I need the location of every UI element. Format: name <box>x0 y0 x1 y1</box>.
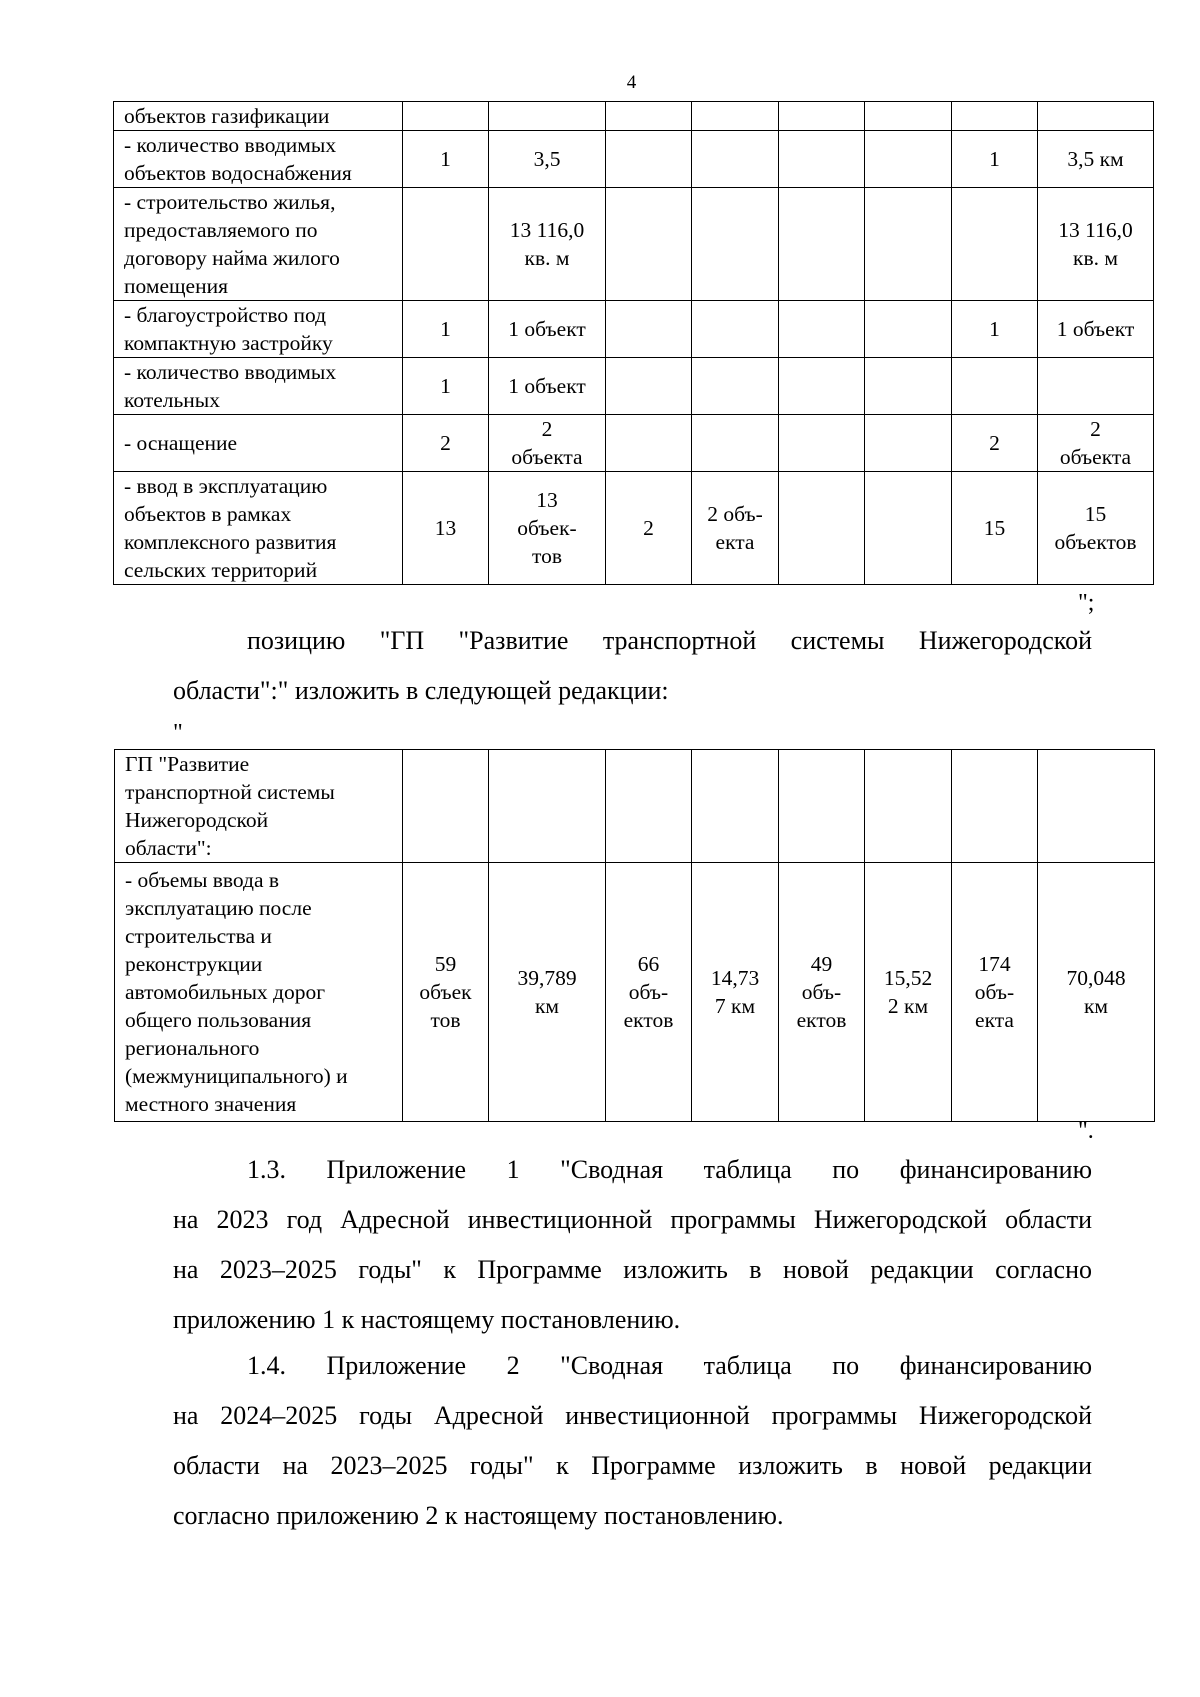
table-cell: 70,048 км <box>1038 863 1155 1122</box>
row-label <box>114 188 403 301</box>
row-label-line: предоставляемого по <box>124 218 318 242</box>
row-label-line: Нижегородской <box>125 808 269 832</box>
table-cell: 2 объекта <box>489 415 606 472</box>
row-label-line: регионального <box>125 1036 260 1060</box>
row-label-line: - оснащение <box>124 431 238 455</box>
closing-quote-mark: "; <box>1078 590 1095 616</box>
table-cell <box>1038 358 1154 415</box>
paragraph-line: позицию "ГП "Развитие транспортной системы Нижегородской <box>247 626 1092 655</box>
table-cell: 59 объек тов <box>403 863 489 1122</box>
table-row <box>114 131 1154 188</box>
table-cell: 1 объект <box>489 358 606 415</box>
table-cell: 2 <box>403 415 489 472</box>
table-cell <box>865 472 952 585</box>
table-cell: 13 объек- тов <box>489 472 606 585</box>
table-cell <box>865 750 952 863</box>
paragraph-1-3 <box>173 1145 1092 1345</box>
row-label-line: договору найма жилого <box>124 246 340 270</box>
row-label-line: местного значения <box>125 1092 297 1116</box>
table-2 <box>114 749 1155 1122</box>
row-label-line: (межмуниципального) и <box>125 1064 348 1088</box>
row-label <box>114 472 403 585</box>
table-cell: 1 <box>403 358 489 415</box>
table-cell: 13 116,0 кв. м <box>1038 188 1154 301</box>
row-label-line: общего пользования <box>125 1008 312 1032</box>
paragraph-line: 1.4. Приложение 2 "Сводная таблица по финансированию <box>247 1351 1092 1380</box>
table-cell: 3,5 <box>489 131 606 188</box>
table-cell <box>779 750 865 863</box>
row-label-line: автомобильных дорог <box>125 980 326 1004</box>
table-cell: 1 <box>403 131 489 188</box>
table-cell <box>606 188 692 301</box>
table-cell <box>865 301 952 358</box>
row-label-line: области": <box>125 836 212 860</box>
table-cell <box>692 131 779 188</box>
row-label-line: эксплуатацию после <box>125 896 312 920</box>
table-cell <box>952 188 1038 301</box>
row-label-line: - количество вводимых <box>124 133 337 157</box>
table-cell <box>952 358 1038 415</box>
row-label-line: объектов водоснабжения <box>124 161 352 185</box>
row-label-line: строительства и <box>125 924 272 948</box>
table-cell <box>489 102 606 131</box>
table-row <box>115 863 1155 1122</box>
page-number: 4 <box>626 72 637 93</box>
row-label-line: сельских территорий <box>124 558 318 582</box>
table-cell <box>779 358 865 415</box>
row-label-line: ГП "Развитие <box>125 752 250 776</box>
row-label-line: - количество вводимых <box>124 360 337 384</box>
table-row <box>115 750 1155 863</box>
paragraph-line: на 2023 год Адресной инвестиционной программы Нижегородской области <box>173 1205 1092 1234</box>
table-cell: 13 116,0 кв. м <box>489 188 606 301</box>
paragraph-line: 1.3. Приложение 1 "Сводная таблица по финансированию <box>247 1155 1092 1184</box>
table-cell: 13 <box>403 472 489 585</box>
table-cell: 15,52 2 км <box>865 863 952 1122</box>
table-cell <box>403 102 489 131</box>
table-cell <box>865 188 952 301</box>
table-row <box>114 301 1154 358</box>
table-cell: 14,73 7 км <box>692 863 779 1122</box>
row-label-line: - благоустройство под <box>124 303 327 327</box>
table-cell: 1 <box>952 131 1038 188</box>
paragraph-line: согласно приложению 2 к настоящему постановлению. <box>173 1501 784 1530</box>
closing-quote-mark: ". <box>1078 1118 1094 1144</box>
table-row <box>114 102 1154 131</box>
table-cell <box>865 358 952 415</box>
table-cell: 1 объект <box>1038 301 1154 358</box>
opening-quote-mark: " <box>173 720 183 746</box>
table-cell: 39,789 км <box>489 863 606 1122</box>
table-cell <box>692 750 779 863</box>
row-label-line: котельных <box>124 388 220 412</box>
paragraph-line: области":" изложить в следующей редакции: <box>173 676 669 705</box>
row-label-line: помещения <box>124 274 228 298</box>
table-cell: 1 <box>403 301 489 358</box>
table-cell <box>865 131 952 188</box>
table-cell: 2 объекта <box>1038 415 1154 472</box>
paragraph-intro <box>173 616 1092 716</box>
row-label <box>114 358 403 415</box>
table-cell <box>692 358 779 415</box>
table-cell: 2 <box>952 415 1038 472</box>
table-cell <box>779 131 865 188</box>
row-label-line: - строительство жилья, <box>124 190 336 214</box>
paragraph-1-4 <box>173 1341 1092 1541</box>
table-cell <box>403 750 489 863</box>
row-label-line: реконструкции <box>125 952 263 976</box>
paragraph-line: приложению 1 к настоящему постановлению. <box>173 1305 681 1334</box>
table-cell: 2 <box>606 472 692 585</box>
table-cell: 15 объектов <box>1038 472 1154 585</box>
table-row <box>114 415 1154 472</box>
table-cell <box>692 188 779 301</box>
table-cell: 3,5 км <box>1038 131 1154 188</box>
table-cell <box>606 131 692 188</box>
table-cell <box>606 415 692 472</box>
row-label-line: - объемы ввода в <box>125 868 280 892</box>
table-cell <box>692 415 779 472</box>
table-cell <box>865 415 952 472</box>
table-cell: 2 объ- екта <box>692 472 779 585</box>
table-cell <box>403 188 489 301</box>
row-label <box>114 301 403 358</box>
row-label <box>114 102 403 131</box>
table-cell <box>779 415 865 472</box>
table-cell <box>952 102 1038 131</box>
table-cell: 66 объ- ектов <box>606 863 692 1122</box>
table-cell <box>779 301 865 358</box>
row-label-line: компактную застройку <box>124 331 333 355</box>
table-cell: 49 объ- ектов <box>779 863 865 1122</box>
table-row <box>114 188 1154 301</box>
table-cell <box>606 358 692 415</box>
row-label-line: комплексного развития <box>124 530 337 554</box>
row-label-line: объектов газификации <box>124 104 330 128</box>
row-label-line: объектов в рамках <box>124 502 292 526</box>
paragraph-line: на 2023–2025 годы" к Программе изложить в новой редакции согласно <box>173 1255 1092 1284</box>
row-label <box>115 863 403 1122</box>
row-label-line: - ввод в эксплуатацию <box>124 474 328 498</box>
row-label <box>114 415 403 472</box>
row-label <box>115 750 403 863</box>
table-cell <box>692 301 779 358</box>
table-row <box>114 358 1154 415</box>
table-cell <box>952 750 1038 863</box>
row-label <box>114 131 403 188</box>
row-label-line: транспортной системы <box>125 780 335 804</box>
table-cell <box>1038 102 1154 131</box>
table-cell <box>779 102 865 131</box>
table-cell <box>606 102 692 131</box>
table-row <box>114 472 1154 585</box>
table-cell: 15 <box>952 472 1038 585</box>
table-1 <box>113 101 1154 585</box>
table-cell: 1 <box>952 301 1038 358</box>
table-cell <box>489 750 606 863</box>
table-cell: 1 объект <box>489 301 606 358</box>
table-cell <box>692 102 779 131</box>
paragraph-line: на 2024–2025 годы Адресной инвестиционной программы Нижегородской <box>173 1401 1092 1430</box>
paragraph-line: области на 2023–2025 годы" к Программе изложить в новой редакции <box>173 1451 1092 1480</box>
table-cell <box>606 301 692 358</box>
table-cell <box>779 472 865 585</box>
table-cell <box>606 750 692 863</box>
table-cell: 174 объ- екта <box>952 863 1038 1122</box>
table-cell <box>865 102 952 131</box>
table-cell <box>779 188 865 301</box>
table-cell <box>1038 750 1155 863</box>
